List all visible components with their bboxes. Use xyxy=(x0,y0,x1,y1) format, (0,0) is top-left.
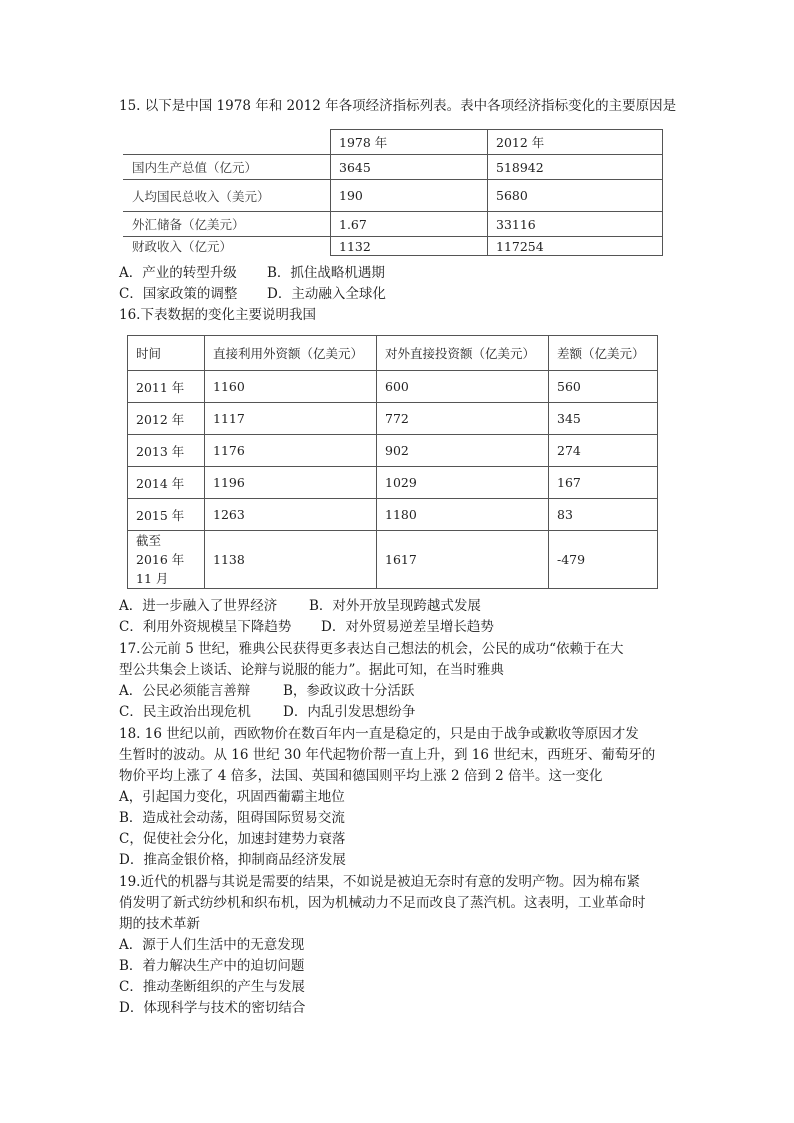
table-cell: 274 xyxy=(549,435,658,467)
table-cell: 518942 xyxy=(488,155,663,180)
option-d: D．主动融入全球化 xyxy=(267,286,386,302)
table-cell: 345 xyxy=(549,403,658,435)
table-cell: 1132 xyxy=(331,237,488,256)
table-cell: 3645 xyxy=(331,155,488,180)
table-header: 对外直接投资额（亿美元） xyxy=(377,336,549,371)
table-cell xyxy=(124,130,331,155)
q19-stem-line-1: 19.近代的机器与其说是需要的结果，不如说是被迫无奈时有意的发明产物。因为棉布紧 xyxy=(119,874,640,890)
table-cell: 财政收入（亿元） xyxy=(124,237,331,256)
table-cell: 1029 xyxy=(377,467,549,499)
q16-options-row-2 xyxy=(119,617,494,637)
option-b: B．抓住战略机遇期 xyxy=(267,265,385,281)
q15-stem: 15. 以下是中国 1978 年和 2012 年各项经济指标列表。表中各项经济指标变化的主要原因是 xyxy=(119,98,677,114)
option-b: B．对外开放呈现跨越式发展 xyxy=(309,598,481,614)
table-header: 直接利用外资额（亿美元） xyxy=(205,336,377,371)
q17-options-row-2 xyxy=(119,702,415,722)
option-d: D．内乱引发思想纷争 xyxy=(283,704,416,720)
table-row xyxy=(128,371,658,403)
table-cell: 1263 xyxy=(205,499,377,531)
q15-options-row-2 xyxy=(119,284,386,304)
table-row xyxy=(128,467,658,499)
option-a: A．产业的转型升级 xyxy=(119,265,237,281)
option-c: C．利用外资规模呈下降趋势 xyxy=(119,619,292,635)
table-header-row xyxy=(124,130,663,155)
table-cell: 5680 xyxy=(488,180,663,212)
q17-stem-line-2: 型公共集会上谈话、论辩与说服的能力”。据此可知，在当时雅典 xyxy=(119,662,504,678)
table-cell: 772 xyxy=(377,403,549,435)
table-cell: 2013 年 xyxy=(128,435,205,467)
q19-stem-line-2: 俏发明了新式纺纱机和织布机，因为机械动力不足而改良了蒸汽机。这表明，工业革命时 xyxy=(119,895,646,911)
table-cell: 167 xyxy=(549,467,658,499)
q19-option-a: A．源于人们生活中的无意发现 xyxy=(119,937,305,953)
q15-options-row-1 xyxy=(119,263,385,283)
table-row xyxy=(124,237,663,256)
table-cell: 1617 xyxy=(377,531,549,589)
table-header: 差额（亿美元） xyxy=(549,336,658,371)
table-cell: 600 xyxy=(377,371,549,403)
table-cell: -479 xyxy=(549,531,658,589)
option-c: C．民主政治出现危机 xyxy=(119,704,251,720)
q18-option-d: D．推高金银价格，抑制商品经济发展 xyxy=(119,852,346,868)
q16-table xyxy=(127,335,658,589)
table-row xyxy=(124,180,663,212)
table-cell: 902 xyxy=(377,435,549,467)
option-c: C．国家政策的调整 xyxy=(119,286,238,302)
table-row xyxy=(128,531,658,589)
table-cell: 1180 xyxy=(377,499,549,531)
table-cell: 外汇储备（亿美元） xyxy=(124,212,331,237)
table-cell: 1160 xyxy=(205,371,377,403)
q19-option-b: B．着力解决生产中的迫切问题 xyxy=(119,958,305,974)
q18-option-a: A，引起国力变化，巩固西葡霸主地位 xyxy=(119,789,345,805)
option-a: A．进一步融入了世界经济 xyxy=(119,598,278,614)
table-cell: 83 xyxy=(549,499,658,531)
table-header: 1978 年 xyxy=(331,130,488,155)
table-cell: 人均国民总收入（美元） xyxy=(124,180,331,212)
table-cell: 截至 2016 年 11 月 xyxy=(128,531,205,589)
table-cell: 2015 年 xyxy=(128,499,205,531)
table-row xyxy=(128,435,658,467)
table-header-row xyxy=(128,336,658,371)
q15-table xyxy=(123,129,663,256)
q18-option-b: B．造成社会动荡，阻碍国际贸易交流 xyxy=(119,810,345,826)
q18-stem-line-3: 物价平均上涨了 4 倍多，法国、英国和德国则平均上涨 2 倍到 2 倍半。这一变化 xyxy=(119,768,603,784)
table-cell: 1196 xyxy=(205,467,377,499)
table-row xyxy=(128,403,658,435)
table-header: 2012 年 xyxy=(488,130,663,155)
option-d: D．对外贸易逆差呈增长趋势 xyxy=(321,619,494,635)
q19-option-c: C．推动垄断组织的产生与发展 xyxy=(119,979,305,995)
q16-stem: 16.下表数据的变化主要说明我国 xyxy=(119,307,316,323)
option-a: A．公民必须能言善辩 xyxy=(119,683,251,699)
table-row xyxy=(124,155,663,180)
table-header: 时间 xyxy=(128,336,205,371)
q16-options-row-1 xyxy=(119,596,481,616)
q17-stem-line-1: 17.公元前 5 世纪，雅典公民获得更多表达自己想法的机会，公民的成功“依赖于在大 xyxy=(119,641,624,657)
table-row xyxy=(128,499,658,531)
table-cell: 1117 xyxy=(205,403,377,435)
table-cell: 2011 年 xyxy=(128,371,205,403)
table-cell: 2012 年 xyxy=(128,403,205,435)
q19-option-d: D．体现科学与技术的密切结合 xyxy=(119,1000,306,1016)
table-cell: 117254 xyxy=(488,237,663,256)
table-cell: 33116 xyxy=(488,212,663,237)
q18-option-c: C，促使社会分化，加速封建势力衰落 xyxy=(119,831,346,847)
table-cell: 2014 年 xyxy=(128,467,205,499)
table-cell: 190 xyxy=(331,180,488,212)
q17-options-row-1 xyxy=(119,681,414,701)
table-row xyxy=(124,212,663,237)
table-cell: 1176 xyxy=(205,435,377,467)
q18-stem-line-2: 生暂时的波动。从 16 世纪 30 年代起物价帮一直上升，到 16 世纪末，西班牙、葡萄牙的 xyxy=(119,747,656,763)
table-cell: 560 xyxy=(549,371,658,403)
q19-stem-line-3: 期的技术革新 xyxy=(119,916,200,932)
table-cell: 国内生产总值（亿元） xyxy=(124,155,331,180)
option-b: B，参政议政十分活跃 xyxy=(283,683,415,699)
q18-stem-line-1: 18. 16 世纪以前，西欧物价在数百年内一直是稳定的，只是由于战争或歉收等原因才发 xyxy=(119,726,639,742)
table-cell: 1.67 xyxy=(331,212,488,237)
table-cell: 1138 xyxy=(205,531,377,589)
